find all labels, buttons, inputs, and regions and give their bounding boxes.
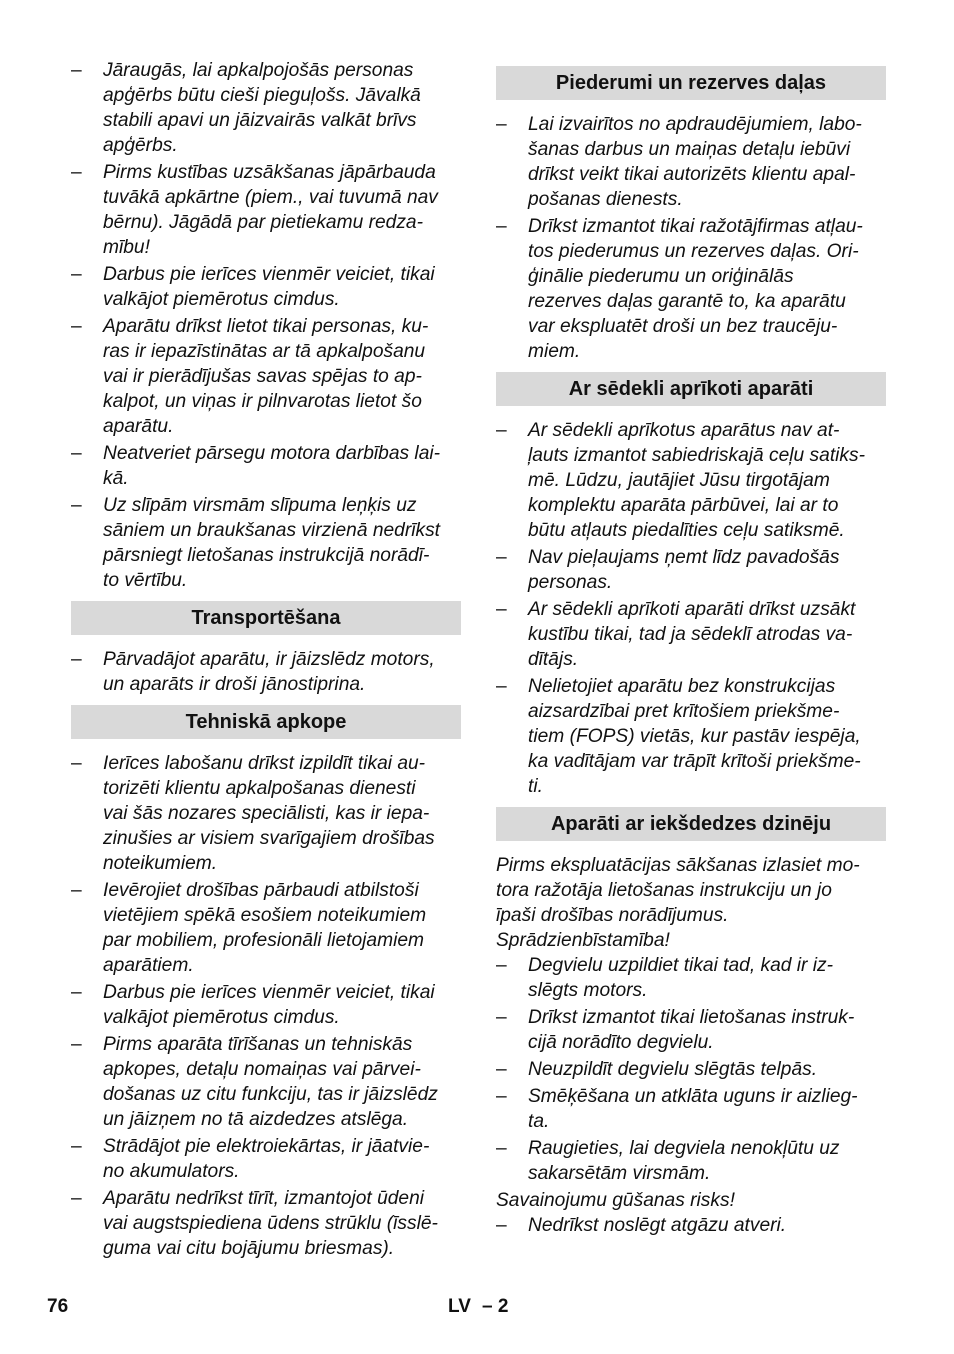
text-line: noteikumiem. [103,853,218,874]
text-line: būtu atļauts piedalīties ceļu satiksmē. [528,520,845,541]
text-line: Ar sēdekli aprīkoti aparāti drīkst uzsākt [528,599,856,620]
text-line: Pirms aparāta tīrīšanas un tehniskās [103,1034,413,1055]
text-line: zinušies ar visiem svarīgajiem drošības [103,828,435,849]
dash-marker: – [71,264,82,285]
text-line: kalpot, un viņas ir pilnvarotas lietot šo [103,391,422,412]
text-line: Jāraugās, lai apkalpojošās personas [103,60,414,81]
bullet-item [71,751,461,876]
text-line: vai ir pierādījušas savas spējas to ap- [103,366,422,387]
paragraph [496,1188,886,1213]
bullet-item [71,1186,461,1261]
text-line: dītājs. [528,649,579,670]
text-line: vai augstspiediena ūdens strūklu (īsslē- [103,1213,438,1234]
text-line: Aparātu drīkst lietot tikai personas, ku- [103,316,429,337]
text-line: Nedrīkst noslēgt atgāzu atveri. [528,1215,787,1236]
text-line: Ievērojiet drošības pārbaudi atbilstoši [103,880,419,901]
dash-marker: – [496,1138,507,1159]
dash-marker: – [496,676,507,697]
dash-marker: – [71,880,82,901]
text-line: Savainojumu gūšanas risks! [496,1190,735,1211]
text-line: slēgts motors. [528,980,648,1001]
text-line: Aparātu nedrīkst tīrīt, izmantojot ūdeni [103,1188,425,1209]
text-line: pošanas dienests. [528,189,683,210]
bullet-item [71,314,461,439]
text-line: aizsardzībai pret krītošiem priekšme- [528,701,840,722]
text-line: Pārvadājot aparātu, ir jāizslēdz motors, [103,649,435,670]
text-line: kustību tikai, tad ja sēdeklī atrodas va- [528,624,853,645]
dash-marker: – [71,316,82,337]
page-number: 76 [47,1296,69,1317]
dash-marker: – [71,162,82,183]
bullet-item [496,1213,886,1238]
text-line: došanas uz citu funkciju, tas ir jāizslēdz [103,1084,438,1105]
text-line: Pirms kustības uzsākšanas jāpārbauda [103,162,436,183]
text-line: ģinālie piederumu un oriģinālās [528,266,794,287]
dash-marker: – [71,982,82,1003]
bullet-item [496,1005,886,1055]
text-line: personas. [528,572,613,593]
text-line: Nelietojiet aparātu bez konstrukcijas [528,676,836,697]
text-line: kā. [103,468,129,489]
text-line: mību! [103,237,150,258]
bullet-item [496,545,886,595]
dash-marker: – [496,547,507,568]
text-line: Pirms ekspluatācijas sākšanas izlasiet mo- [496,855,860,876]
text-line: un jāizņem no tā aizdedzes atslēga. [103,1109,409,1130]
text-line: drīkst veikt tikai autorizēts klientu apal- [528,164,856,185]
text-line: Ar sēdekli aprīkotus aparātus nav at- [528,420,840,441]
section-heading: Piederumi un rezerves daļas [496,66,886,100]
text-line: Neuzpildīt degvielu slēgtās telpās. [528,1059,818,1080]
text-line: Neatveriet pārsegu motora darbības lai- [103,443,441,464]
dash-marker: – [71,495,82,516]
text-line: torizēti klientu apkalpošanas dienesti [103,778,416,799]
text-line: ka vadītājam var trāpīt krītoši priekšme- [528,751,861,772]
bullet-item [71,1134,461,1184]
text-line: tiem (FOPS) vietās, kur pastāv iespēja, [528,726,861,747]
text-line: ti. [528,776,543,797]
bullet-item [496,214,886,364]
text-line: apģērbs būtu cieši pieguļošs. Jāvalkā [103,85,421,106]
dash-marker: – [71,60,82,81]
text-line: apģērbs. [103,135,178,156]
bullet-item [71,647,461,697]
bullet-item [496,418,886,543]
dash-marker: – [496,599,507,620]
text-line: sakarsētām virsmām. [528,1163,711,1184]
text-line: un aparāts ir droši jānostiprina. [103,674,366,695]
bullet-item [71,160,461,260]
text-line: Lai izvairītos no apdraudējumiem, labo- [528,114,862,135]
bullet-item [71,980,461,1030]
text-line: Degvielu uzpildiet tikai tad, kad ir iz- [528,955,834,976]
left-column [71,58,461,1263]
text-line: vietējiem spēkā esošiem noteikumiem [103,905,427,926]
dash-marker: – [71,1136,82,1157]
bullet-item [496,953,886,1003]
bullet-item [71,878,461,978]
bullet-item [71,58,461,158]
text-line: bērnu). Jāgādā par pietiekamu redza- [103,212,423,233]
dash-marker: – [71,443,82,464]
text-line: Darbus pie ierīces vienmēr veiciet, tikai [103,982,435,1003]
text-line: Darbus pie ierīces vienmēr veiciet, tikai [103,264,435,285]
text-line: var ekspluatēt droši un bez traucēju- [528,316,838,337]
text-line: īpaši drošības norādījumus. [496,905,729,926]
text-line: Raugieties, lai degviela nenokļūtu uz [528,1138,840,1159]
text-line: valkājot piemērotus cimdus. [103,289,340,310]
text-line: tuvākā apkārtne (piem., vai tuvumā nav [103,187,438,208]
text-line: valkājot piemērotus cimdus. [103,1007,340,1028]
section-heading: Transportēšana [71,601,461,635]
text-line: cijā norādīto degvielu. [528,1032,714,1053]
right-column [496,58,886,1240]
text-line: apkopes, detaļu nomaiņas vai pārvei- [103,1059,421,1080]
text-line: Drīkst izmantot tikai ražotājfirmas atļau- [528,216,863,237]
section-heading: Tehniskā apkope [71,705,461,739]
text-line: Strādājot pie elektroiekārtas, ir jāatvie- [103,1136,430,1157]
text-line: Drīkst izmantot tikai lietošanas instruk- [528,1007,855,1028]
text-line: aparātiem. [103,955,194,976]
text-line: ļauts izmantot sabiedriskajā ceļu satiks- [528,445,865,466]
text-line: komplektu aparāta pārbūvei, lai ar to [528,495,839,516]
bullet-item [71,1032,461,1132]
text-line: no akumulators. [103,1161,240,1182]
text-line: pārsniegt lietošanas instrukcijā norādī- [103,545,430,566]
text-line: vai šās nozares speciālisti, kas ir iepa- [103,803,430,824]
bullet-item [496,1084,886,1134]
text-line: to vērtību. [103,570,188,591]
text-line: Sprādzienbīstamība! [496,930,670,951]
text-line: Uz slīpām virsmām slīpuma leņķis uz [103,495,417,516]
bullet-item [496,674,886,799]
language-code: LV [448,1296,471,1317]
section-number: – 2 [482,1296,509,1317]
text-line: Ierīces labošanu drīkst izpildīt tikai au- [103,753,426,774]
dash-marker: – [496,955,507,976]
bullet-item [496,1136,886,1186]
text-line: miem. [528,341,581,362]
text-line: tos piederumus un rezerves daļas. Ori- [528,241,859,262]
bullet-item [496,597,886,672]
dash-marker: – [496,1007,507,1028]
text-line: sāniem un braukšanas virzienā nedrīkst [103,520,441,541]
text-line: mē. Lūdzu, jautājiet Jūsu tirgotājam [528,470,830,491]
dash-marker: – [496,216,507,237]
text-line: šanas darbus un maiņas detaļu iebūvi [528,139,851,160]
bullet-item [71,262,461,312]
text-line: par mobiliem, profesionāli lietojamiem [103,930,424,951]
dash-marker: – [71,1188,82,1209]
dash-marker: – [496,1086,507,1107]
text-line: stabili apavi un jāizvairās valkāt brīvs [103,110,417,131]
bullet-item [71,441,461,491]
bullet-item [496,112,886,212]
text-line: tora ražotāja lietošanas instrukciju un jo [496,880,832,901]
dash-marker: – [496,1059,507,1080]
section-heading: Ar sēdekli aprīkoti aparāti [496,372,886,406]
text-line: ras ir iepazīstinātas ar tā apkalpošanu [103,341,426,362]
text-line: Nav pieļaujams ņemt līdz pavadošās [528,547,840,568]
dash-marker: – [71,649,82,670]
text-line: aparātu. [103,416,174,437]
dash-marker: – [496,420,507,441]
dash-marker: – [496,1215,507,1236]
text-line: Smēķēšana un atklāta uguns ir aizlieg- [528,1086,858,1107]
paragraph [496,853,886,953]
dash-marker: – [71,753,82,774]
dash-marker: – [496,114,507,135]
text-line: guma vai citu bojājumu briesmas). [103,1238,395,1259]
section-heading: Aparāti ar iekšdedzes dzinēju [496,807,886,841]
bullet-item [71,493,461,593]
bullet-item [496,1057,886,1082]
dash-marker: – [71,1034,82,1055]
text-line: rezerves daļas garantē to, ka aparātu [528,291,846,312]
text-line: ta. [528,1111,550,1132]
